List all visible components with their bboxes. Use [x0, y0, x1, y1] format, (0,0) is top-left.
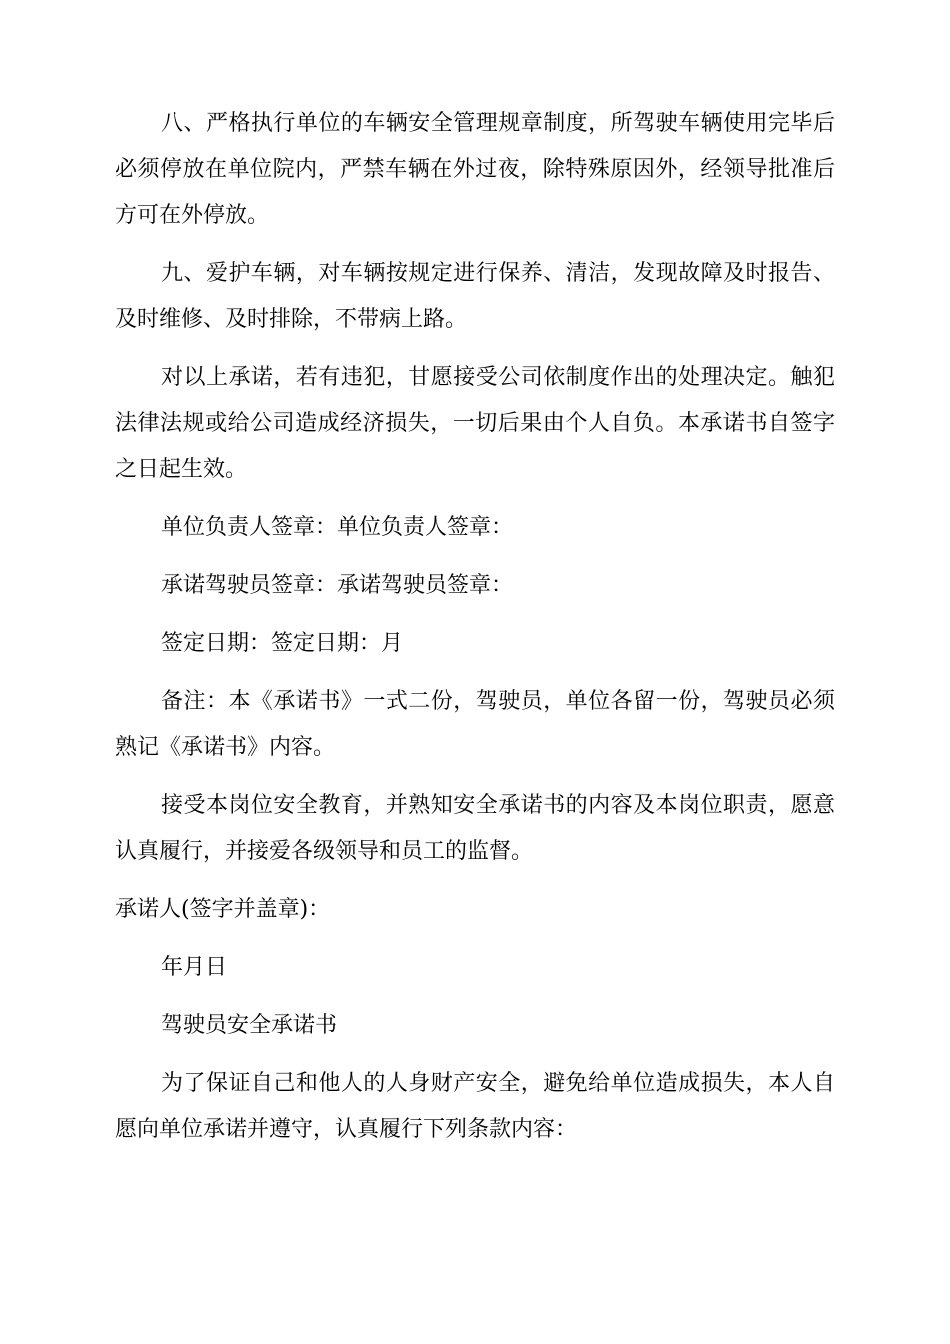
driver-signature-line: 承诺驾驶员签章：承诺驾驶员签章：	[161, 573, 514, 598]
paragraph-commitment-statement: 对以上承诺，若有违犯，甘愿接受公司依制度作出的处理决定。触犯法律法规或给公司造成经济损失，一切后果由个人自负。本承诺书自签字之日起生效。	[115, 365, 835, 482]
section-title: 驾驶员安全承诺书	[161, 1013, 338, 1038]
remarks-paragraph: 备注：本《承诺书》一式二份，驾驶员，单位各留一份，驾驶员必须熟记《承诺书》内容。	[115, 689, 835, 760]
document-body	[115, 101, 835, 1165]
paragraph-item-8: 八、严格执行单位的车辆安全管理规章制度，所驾驶车辆使用完毕后必须停放在单位院内，严禁车辆在外过夜，除特殊原因外，经领导批准后方可在外停放。	[115, 111, 835, 228]
unit-leader-signature-line: 单位负责人签章：单位负责人签章：	[161, 515, 514, 540]
intro-paragraph: 为了保证自己和他人的人身财产安全，避免给单位造成损失，本人自愿向单位承诺并遵守，认真履行下列条款内容：	[115, 1071, 835, 1142]
promisor-signature-line: 承诺人(签字并盖章)：	[115, 897, 331, 922]
date-line: 年月日	[161, 955, 228, 980]
acceptance-paragraph: 接受本岗位安全教育，并熟知安全承诺书的内容及本岗位职责，愿意认真履行，并接爱各级领导和员工的监督。	[115, 793, 835, 864]
sign-date-line: 签定日期：签定日期：月	[161, 631, 404, 656]
paragraph-item-9: 九、爱护车辆，对车辆按规定进行保养、清洁，发现故障及时报告、及时维修、及时排除，不带病上路。	[115, 261, 835, 332]
